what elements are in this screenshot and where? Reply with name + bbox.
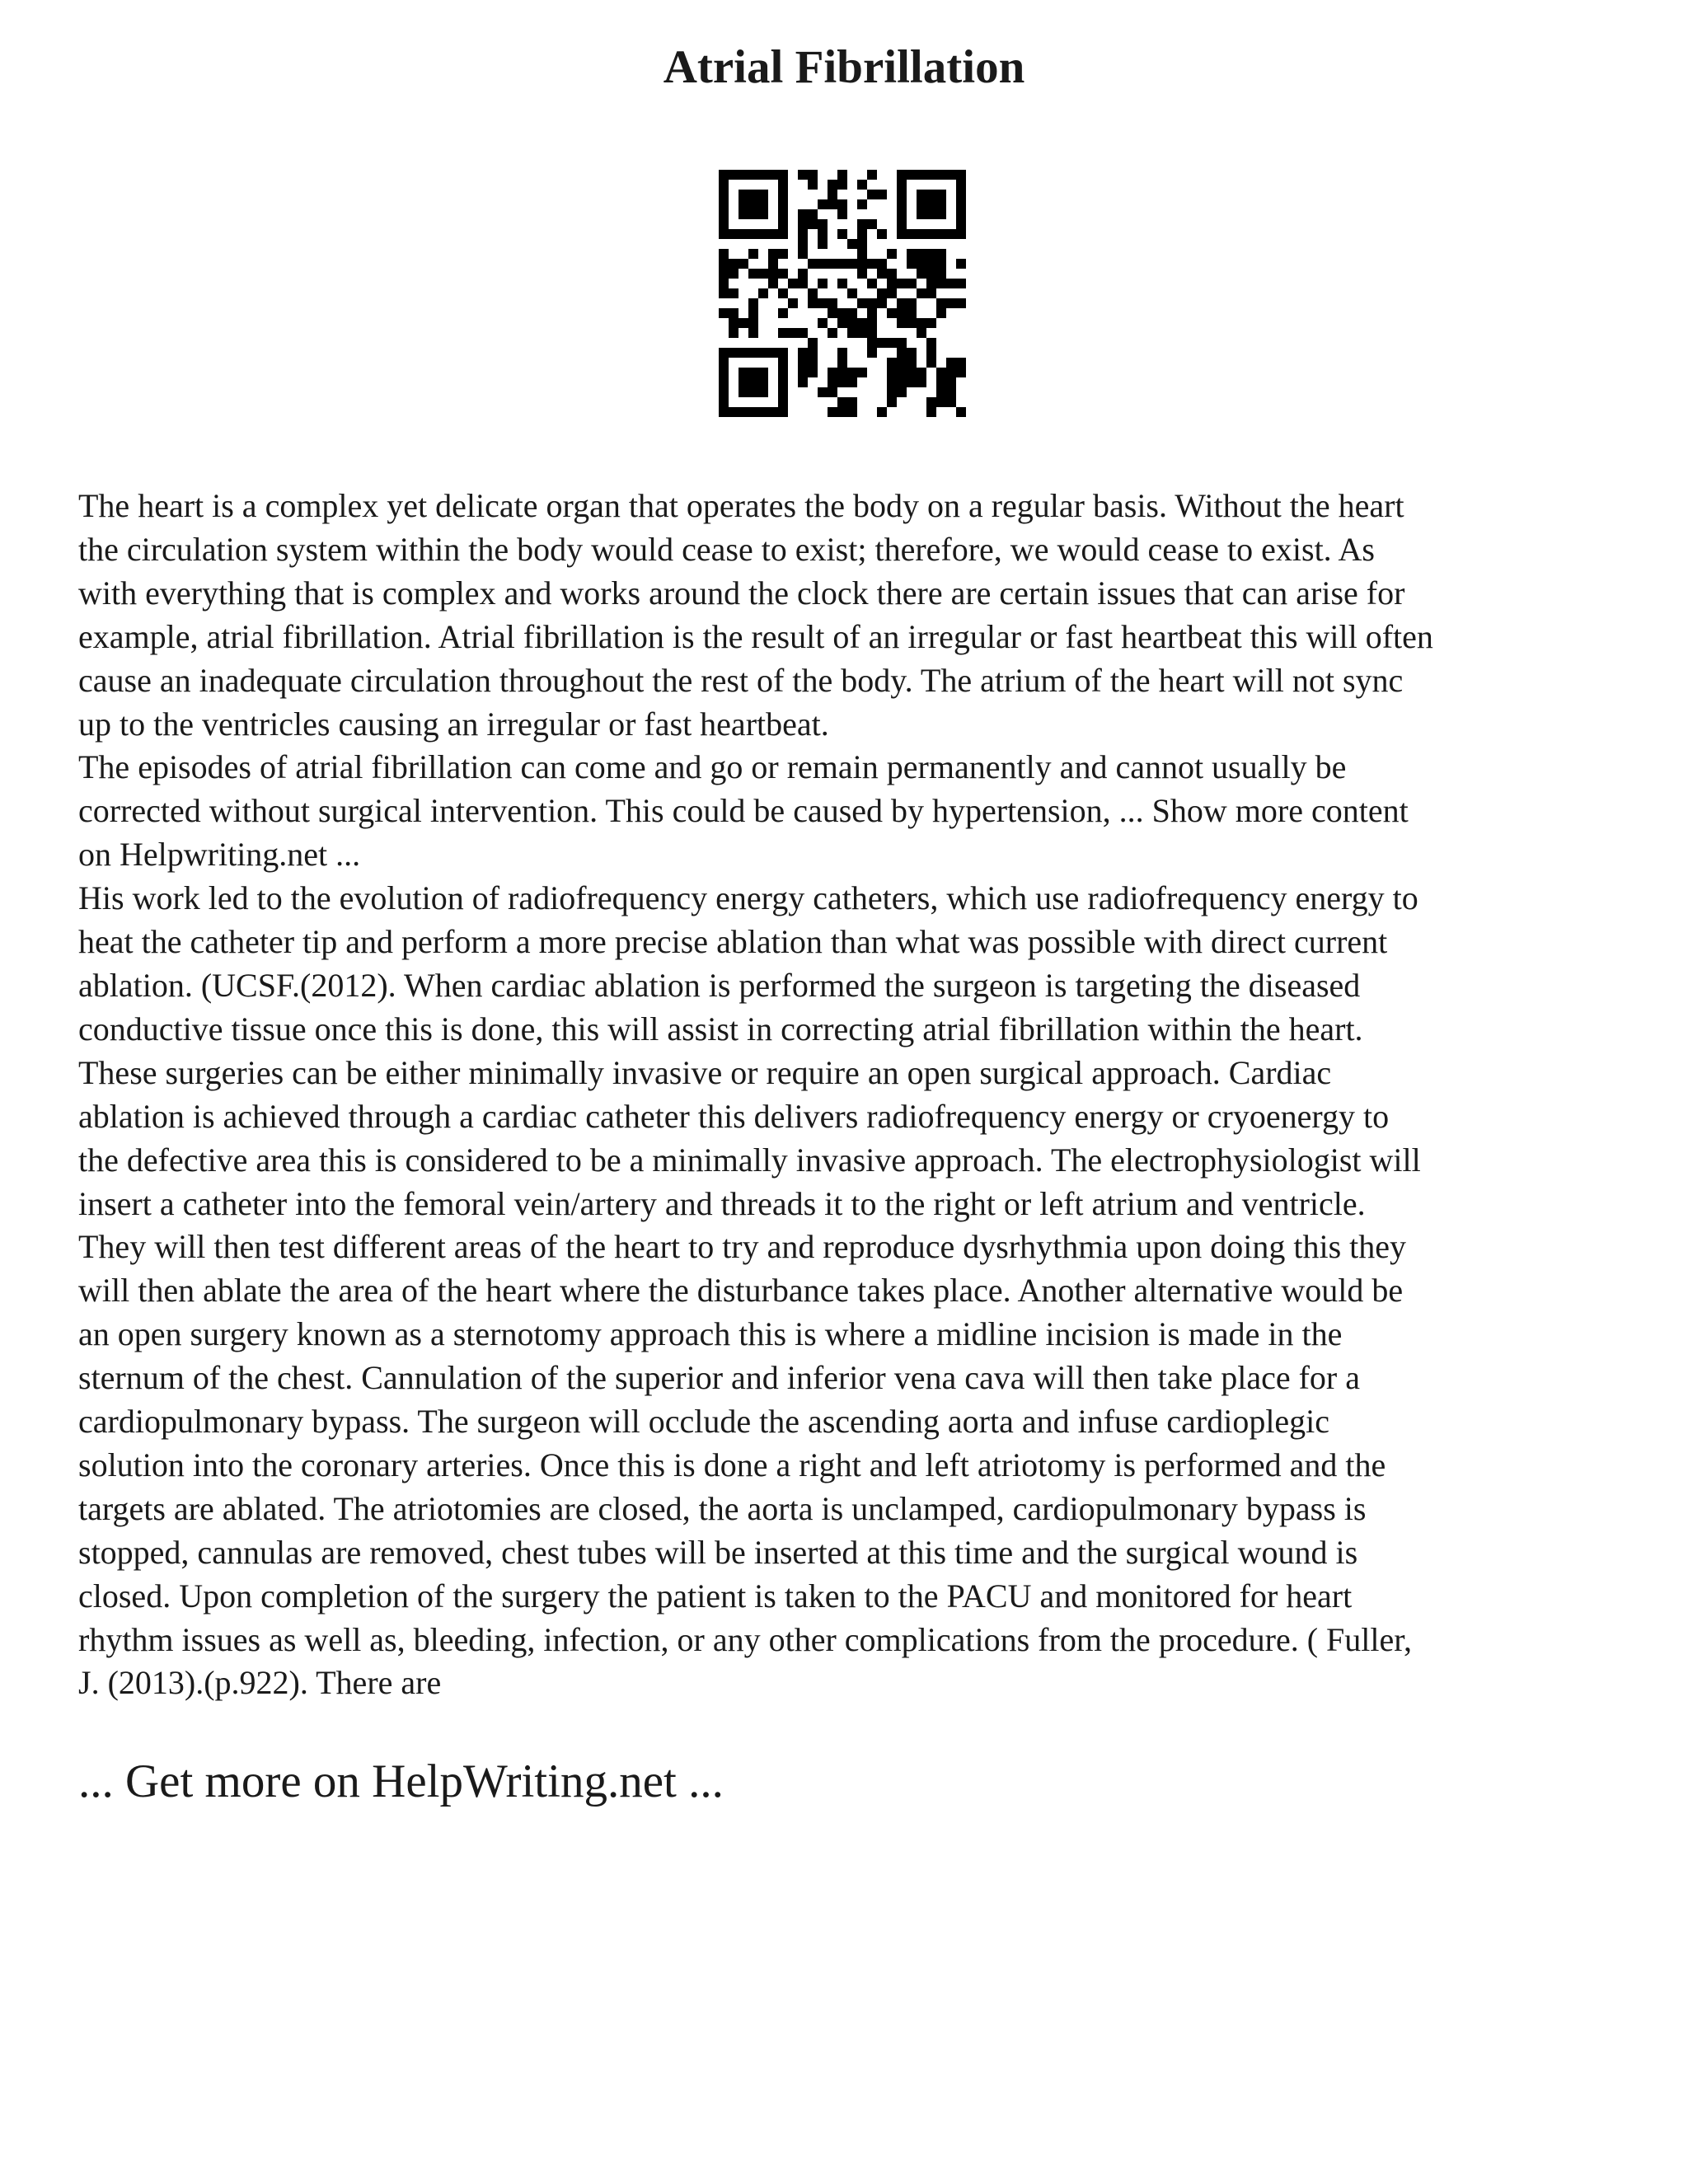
paragraph-intro: The heart is a complex yet delicate organ that operates the body on a regular basis. Without the heart the circulation system within the body would cease to exist; therefore, we would cease to exist. As with everything that is complex and works around the clock there are certain issues that can arise for example, atrial fibrillation. Atrial fibrillation is the result of an irregular or fast heartbeat this will often cause an inadequate circulation throughout the rest of the body. The atrium of the heart will not sync up to the ventricles causing an irregular or fast heartbeat. — [78, 487, 1433, 743]
paragraph-ablation: His work led to the evolution of radiofrequency energy catheters, which use radiofrequency energy to heat the catheter tip and perform a more precise ablation than what was possible with direct current ablation. (UCSF.(2012). When cardiac ablation is performed the surgeon is targeting the diseased conductive tissue once this is done, this will assist in correcting atrial fibrillation within the heart. These surgeries can be either minimally invasive or require an open surgical approach. Cardiac ablation is achieved through a cardiac catheter this delivers radiofrequency energy or cryoenergy to the defective area this is considered to be a minimally invasive approach. The electrophysiologist will insert a catheter into the femoral vein/artery and threads it to the right or left atrium and ventricle. They will then test different areas of the heart to try and reproduce dysrhythmia upon doing this they will then ablate the area of the heart where the disturbance takes place. Another alternative would be an open surgery known as a sternotomy approach this is where a midline incision is made in the sternum of the chest. Cannulation of the superior and inferior vena cava will then take place for a cardiopulmonary bypass. The surgeon will occlude the ascending aorta and infuse cardioplegic solution into the coronary arteries. Once this is done a right and left atriotomy is performed and the targets are ablated. The atriotomies are closed, the aorta is unclamped, cardiopulmonary bypass is stopped, cannulas are removed, chest tubes will be inserted at this time and the surgical wound is closed. Upon completion of the surgery the patient is taken to the PACU and monitored for heart rhythm issues as well as, bleeding, infection, or any other complications from the procedure. ( Fuller, J. (2013).(p.922). There are — [78, 879, 1421, 1702]
qr-code-icon — [719, 170, 966, 417]
document-title: Atrial Fibrillation — [663, 41, 1025, 93]
document-body — [78, 485, 1628, 1705]
get-more-link[interactable]: ... Get more on HelpWriting.net ... — [78, 1755, 724, 1807]
paragraph-episodes: The episodes of atrial fibrillation can come and go or remain permanently and cannot usually be corrected without surgical intervention. This could be caused by hypertension, ... Show more content on Helpwriting.net ... — [78, 748, 1409, 874]
